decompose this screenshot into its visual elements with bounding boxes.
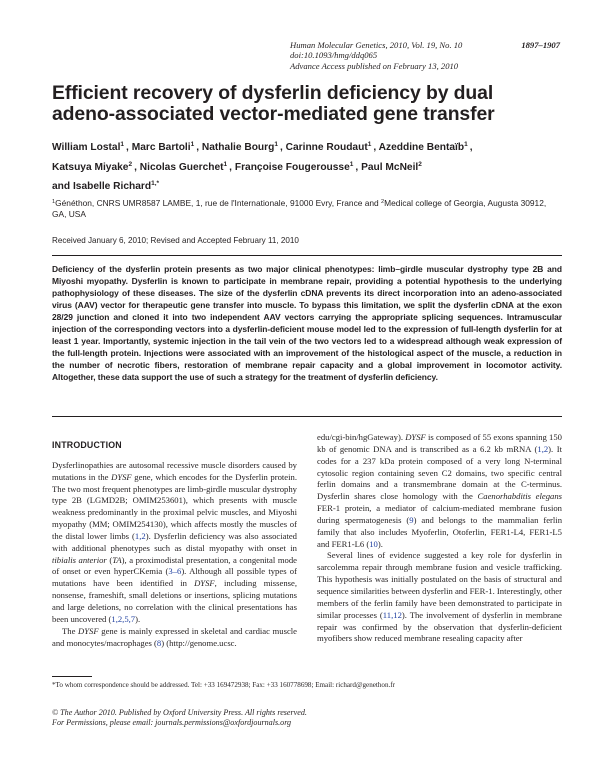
author-name: Azeddine Bentaïb$^1$ xyxy=(378,141,468,153)
author-affiliation-mark: 1 xyxy=(274,141,278,148)
divider-bottom xyxy=(52,416,562,417)
divider-top xyxy=(52,255,562,256)
affiliation-2: Medical college of Georgia, Augusta 30912, GA, USA xyxy=(52,198,547,219)
left-column xyxy=(52,440,297,649)
intro-paragraph-3: edu/cgi-bin/hgGateway). DYSF is composed of 55 exons spanning 150 kb of genomic DNA and is transcribed as a 6.2 kb mRNA (1,2). It codes for a 237 kDa protein composed of a very long N-terminal cytosolic region containing seven C2 domains, two specific central ferlin domains and a transmembrane domain at the C-terminus. Dysferlin shares close homology with the Caenorhabditis elegans FER-1 protein, a mediator of calcium-mediated membrane fusion during spermatogenesis (9) and belongs to the mammalian ferlin family that also includes Myoferlin, Otoferlin, FER1-L4, FER1-L5 and FER1-L6 (10). xyxy=(317,432,563,549)
citation-link[interactable]: 1,2 xyxy=(537,443,549,454)
section-heading: INTRODUCTION xyxy=(52,440,122,450)
author-name: Marc Bartoli$^1$ xyxy=(131,141,195,153)
author-affiliation-mark: 1 xyxy=(190,141,195,148)
citation-link[interactable]: 1,2 xyxy=(134,530,146,541)
citation-link[interactable]: 10 xyxy=(369,538,378,549)
italic-term: TA xyxy=(112,554,122,565)
author-name: William Lostal$^1$ xyxy=(52,141,125,153)
title-line-1: Efficient recovery of dysferlin deficiency by dual xyxy=(52,82,494,104)
author-affiliation-mark: 1 xyxy=(223,160,228,168)
citation-link[interactable]: 1,2,5,7 xyxy=(111,613,136,624)
author-affiliation-mark: 1 xyxy=(367,141,372,148)
affiliation-1: Généthon, CNRS UMR8587 LAMBE, 1, rue de l'Internationale, 91000 Evry, France and xyxy=(55,198,382,208)
intro-paragraph-1: Dysferlinopathies are autosomal recessive muscle disorders caused by mutations in the DYSF gene, which encodes for the Dysferlin protein. The two most frequent phenotypes are limb-girdle muscular dystrophy type 2B (LGMD2B; OMIM253601), which presents with muscle weakness predominantly in the proximal pelvic muscles, and Miyoshi myopathy (MM; OMIM254130), which affects mostly the muscles of the distal lower limbs (1,2). Dysferlin deficiency was also associated with additional phenotypes such as distal myopathy with onset in tibialis anterior (TA), a proximodistal presentation, a congenital mode of onset or even hyperCKemia (3–6). Although all possible types of mutations have been identified in DYSF, including missense, nonsense, frameshift, small deletions or insertions, splicing mutations and large deletions, no correlation with the clinical presentations has been uncovered (1,2,5,7). xyxy=(52,459,298,624)
copyright-notice xyxy=(52,708,562,728)
paper-title xyxy=(52,83,562,126)
author-affiliation-mark: 2 xyxy=(128,160,133,168)
citation-link[interactable]: 3–6 xyxy=(168,566,182,577)
author-affiliation-mark: 2 xyxy=(418,160,422,168)
author-affiliation-mark: 1 xyxy=(349,160,354,168)
advance-access: Advance Access published on February 13, 2010 xyxy=(290,60,459,71)
author-name: Nathalie Bourg$^1$ xyxy=(201,141,278,153)
author-name: Carinne Roudaut$^1$ xyxy=(285,141,372,153)
intro-paragraph-2: The DYSF gene is mainly expressed in skeletal and cardiac muscle and monocytes/macrophages (8) (http://genome.ucsc. xyxy=(52,625,297,648)
author-affiliation-mark: 1 xyxy=(464,141,468,148)
author-name: Nicolas Guerchet$^1$ xyxy=(139,160,228,173)
citation-link[interactable]: 11,12 xyxy=(382,609,402,620)
journal-citation: Human Molecular Genetics, 2010, Vol. 19, No. 10 xyxy=(290,40,463,50)
author-affiliation-mark: 1,* xyxy=(151,180,160,187)
title-line-2: adeno-associated vector-mediated gene transfer xyxy=(52,103,495,126)
right-column xyxy=(317,432,562,645)
author-name: Françoise Fougerousse$^1$ xyxy=(234,160,354,173)
author-affiliation-mark: 1 xyxy=(120,141,125,148)
italic-term: tibialis anterior xyxy=(52,554,107,565)
copyright-line-1: © The Author 2010. Published by Oxford University Press. All rights reserved. xyxy=(52,708,307,717)
footnote-divider xyxy=(52,676,92,677)
italic-term: DYSF xyxy=(194,578,215,589)
correspondence-footnote: *To whom correspondence should be addressed. Tel: +33 169472938; Fax: +33 160778698; Email: richard@genethon.fr xyxy=(52,681,396,689)
author-name: Paul McNeil$^2$ xyxy=(361,160,422,173)
italic-term: DYSF xyxy=(111,471,132,482)
citation-link[interactable]: 8 xyxy=(156,637,162,648)
italic-term: Caenorhabditis elegans xyxy=(477,491,562,502)
italic-term: DYSF xyxy=(405,432,426,442)
author-name: Katsuya Miyake$^2$ xyxy=(52,160,133,173)
author-line-1: William Lostal$^1$ , Marc Bartoli$^1$ , Nathalie Bourg$^1$ , Carinne Roudaut$^1$ , Azeddine Bentaïb$^1$ , xyxy=(52,141,473,153)
author-line-3 xyxy=(52,176,562,196)
page-range: 1897–1907 xyxy=(521,40,560,50)
affiliation-mark-1: 1 xyxy=(52,199,56,205)
author-list xyxy=(52,137,562,196)
author-name: and Isabelle Richard$^{1,*}$ xyxy=(52,180,160,192)
intro-paragraph-4: Several lines of evidence suggested a key role for dysferlin in sarcolemma repair through membrane fusion and vesicle trafficking. This hypothesis was initially postulated on the basis of structural and sequence similarities between dysferlin and FER-1. Interestingly, other members of the ferlin family have been demonstrated to participate in similar processes (11,12). The involvement of dysferlin in membrane repair was confirmed by the observation that dysferlin-deficient myofibers show reduced membrane resealing capacity after xyxy=(317,550,562,644)
copyright-line-2: For Permissions, please email: journals.permissions@oxfordjournals.org xyxy=(52,718,292,728)
citation-link[interactable]: 9 xyxy=(409,514,414,525)
received-dates: Received January 6, 2010; Revised and Accepted February 11, 2010 xyxy=(52,236,299,245)
doi: doi:10.1093/hmg/ddq065 xyxy=(290,50,378,61)
italic-term: DYSF xyxy=(78,625,99,636)
journal-header xyxy=(290,40,560,71)
affiliations xyxy=(52,197,562,220)
affiliation-mark-2: 2 xyxy=(381,199,385,205)
author-line-2: Katsuya Miyake$^2$ , Nicolas Guerchet$^1$ , Françoise Fougerousse$^1$ , Paul McNeil$^2$ xyxy=(52,160,422,173)
abstract: Deficiency of the dysferlin protein presents as two major clinical phenotypes: limb–girdle muscular dystrophy type 2B and Miyoshi myopathy. Dysferlin is known to participate in membrane repair, providing a potential hypothesis to the underlying pathophysiology of these diseases. The size of the dysferlin cDNA prevents its direct incorporation into an adeno-associated virus (AAV) vector for therapeutic gene transfer into muscle. To bypass this limitation, we split the dysferlin cDNA at the exon 28/29 junction and cloned it into two independent AAV vectors carrying the appropriate splicing sequences. Intramuscular injection of the corresponding vectors into a dysferlin-deficient mouse model led to the expression of full-length dysferlin for at least 1 year. Importantly, systemic injection in the tail vein of the two vectors led to a widespread although weak expression of the full-length protein. Injections were associated with an improvement of the histological aspect of the muscle, a reduction in the number of necrotic fibers, restoration of membrane repair capacity and a global improvement in locomotor activity. Altogether, these data support the use of such a strategy for the treatment of dysferlin deficiency. xyxy=(52,264,562,382)
